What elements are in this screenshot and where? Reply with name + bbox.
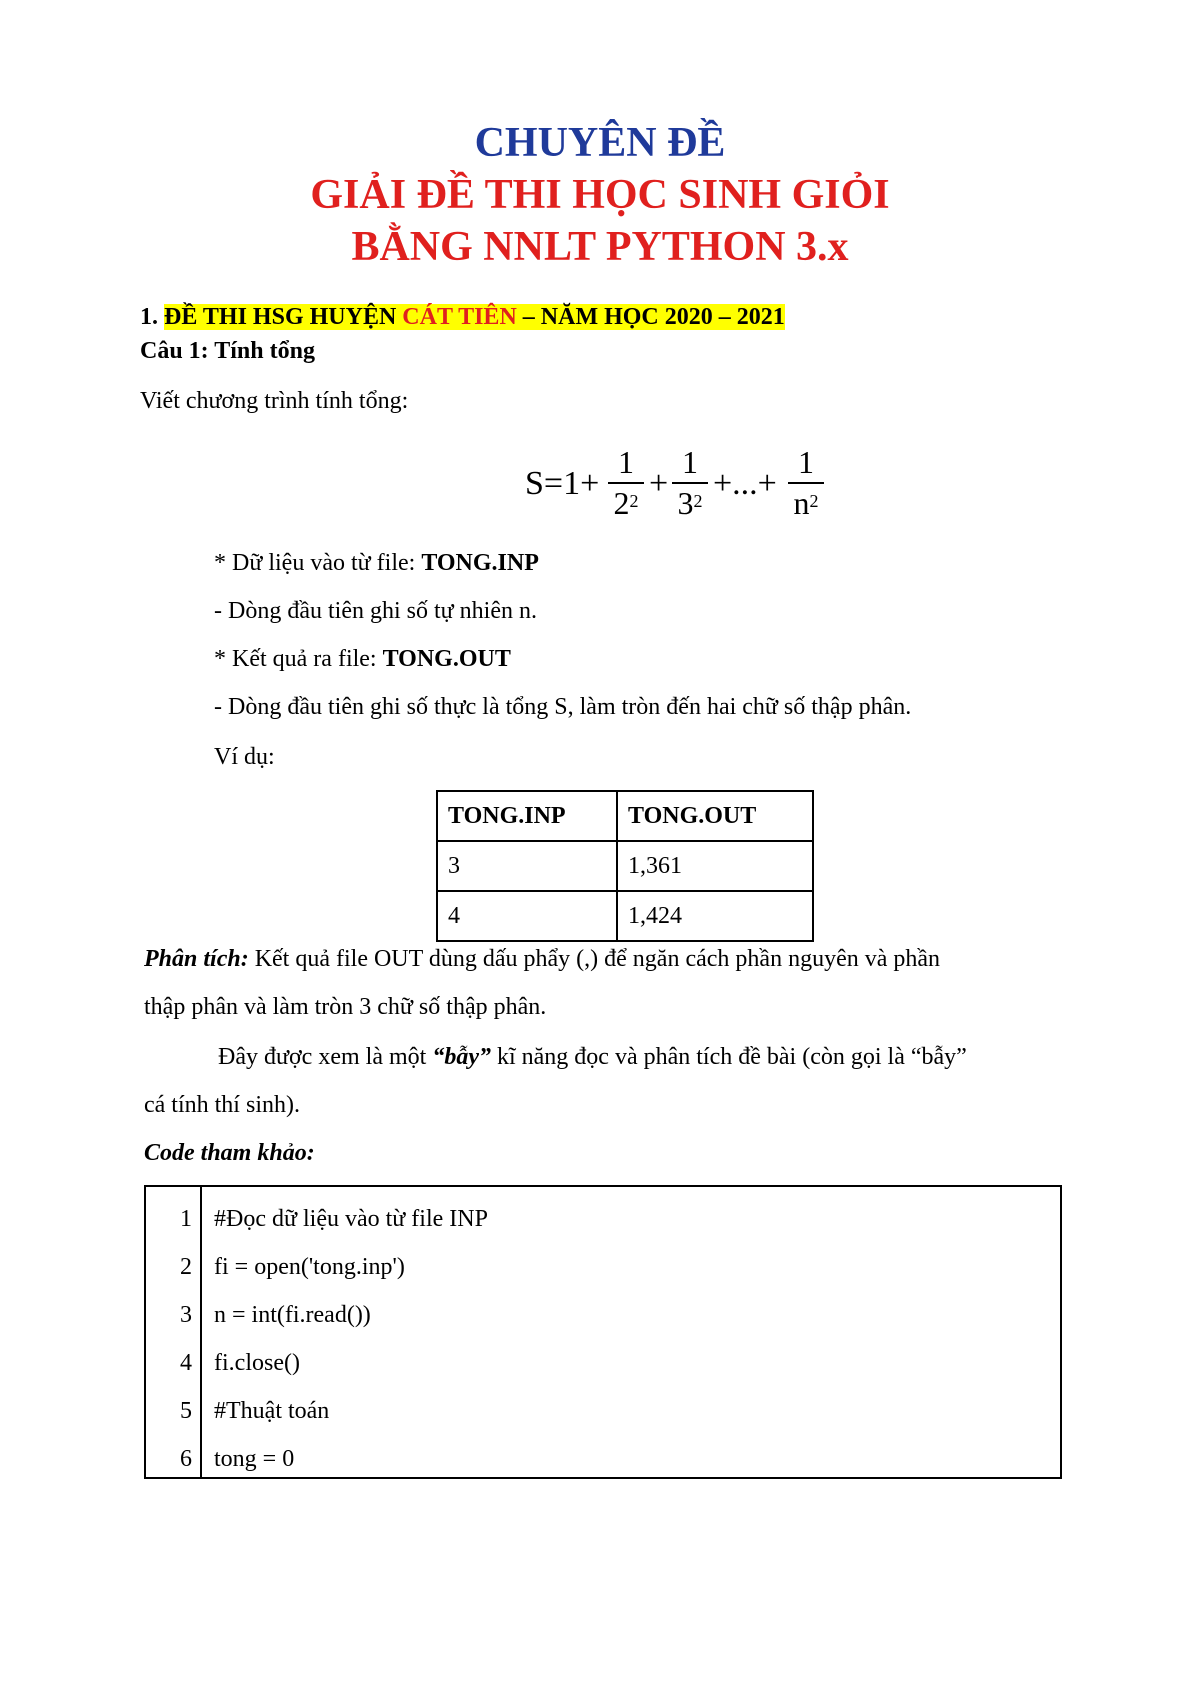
code-line <box>146 1387 1064 1435</box>
formula-fraction-1 <box>607 444 645 522</box>
line-number: 6 <box>180 1446 192 1472</box>
analysis-line-4: cá tính thí sinh). <box>144 1092 300 1118</box>
analysis-line-1 <box>144 944 940 974</box>
fraction-denominator <box>607 484 645 522</box>
fraction-numerator: 1 <box>798 444 814 480</box>
denominator-exponent: 2 <box>629 491 639 511</box>
doc-title-line-1: CHUYÊN ĐỀ <box>474 120 726 166</box>
denominator-base: 3 <box>677 485 694 521</box>
output-label: * Kết quả ra file: <box>214 646 383 672</box>
table-row <box>437 841 813 891</box>
doc-title-line-2: GIẢI ĐỀ THI HỌC SINH GIỎI <box>310 172 890 218</box>
table-cell: 1,361 <box>617 841 813 891</box>
output-filename: TONG.OUT <box>382 646 511 672</box>
line-number: 2 <box>180 1254 192 1280</box>
fraction-numerator: 1 <box>618 444 634 480</box>
line-number: 5 <box>180 1398 192 1424</box>
section-number: 1. <box>140 304 158 330</box>
table-cell: 4 <box>437 891 617 941</box>
analysis-line-2: thập phân và làm tròn 3 chữ số thập phân. <box>144 994 547 1020</box>
code-line <box>146 1195 1064 1243</box>
formula-fraction-2 <box>671 444 709 522</box>
code-line <box>146 1435 1064 1483</box>
question-title: Câu 1: Tính tổng <box>140 338 315 364</box>
denominator-base: 2 <box>613 485 630 521</box>
formula-lhs: S=1+ <box>525 465 600 502</box>
output-description: - Dòng đầu tiên ghi số thực là tổng S, làm tròn đến hai chữ số thập phân. <box>214 694 912 720</box>
section-title-part1: ĐỀ THI HSG HUYỆN <box>164 304 403 330</box>
denominator-exponent: 2 <box>693 491 703 511</box>
section-heading <box>140 302 785 332</box>
output-spec <box>214 644 511 674</box>
doc-title-line-3: BẰNG NNLT PYTHON 3.x <box>351 224 849 270</box>
table-header-row <box>437 791 813 841</box>
code-listing <box>144 1185 1062 1479</box>
example-label: Ví dụ: <box>214 744 275 770</box>
line-number: 1 <box>180 1206 192 1232</box>
table-header-cell: TONG.INP <box>437 791 617 841</box>
analysis-label: Phân tích: <box>144 946 249 972</box>
table-row <box>437 891 813 941</box>
code-line <box>146 1339 1064 1387</box>
code-line <box>146 1243 1064 1291</box>
code-text: #Đọc dữ liệu vào từ file INP <box>214 1206 488 1232</box>
code-text: fi.close() <box>214 1350 300 1376</box>
section-title-part3: – NĂM HỌC 2020 – 2021 <box>516 304 785 330</box>
input-filename: TONG.INP <box>421 550 539 576</box>
table-cell: 3 <box>437 841 617 891</box>
denominator-base: n <box>793 485 810 521</box>
analysis-trap-word: “bẫy” <box>432 1044 491 1070</box>
input-spec <box>214 548 539 578</box>
code-line <box>146 1291 1064 1339</box>
fraction-denominator <box>787 484 825 522</box>
line-number: 4 <box>180 1350 192 1376</box>
analysis-text-3c: kĩ năng đọc và phân tích đề bài (còn gọi là “bẫy” <box>490 1044 967 1070</box>
denominator-exponent: 2 <box>809 491 819 511</box>
section-title-highlight <box>164 304 785 330</box>
fraction-denominator <box>671 484 709 522</box>
table-header-cell: TONG.OUT <box>617 791 813 841</box>
formula-fraction-3 <box>787 444 825 522</box>
formula-plus: + <box>649 465 669 502</box>
code-text: n = int(fi.read()) <box>214 1302 371 1328</box>
input-label: * Dữ liệu vào từ file: <box>214 550 422 576</box>
fraction-numerator: 1 <box>682 444 698 480</box>
input-description: - Dòng đầu tiên ghi số tự nhiên n. <box>214 598 537 624</box>
example-table <box>436 790 814 942</box>
section-title-location: CÁT TIÊN <box>402 304 517 330</box>
analysis-text-3a: Đây được xem là một <box>218 1044 433 1070</box>
analysis-line-3 <box>218 1042 967 1072</box>
code-text: tong = 0 <box>214 1446 295 1472</box>
code-label: Code tham khảo: <box>144 1140 315 1166</box>
formula-dots: +...+ <box>713 465 777 502</box>
table-cell: 1,424 <box>617 891 813 941</box>
analysis-text-1: Kết quả file OUT dùng dấu phẩy (,) để ngăn cách phần nguyên và phần <box>248 946 941 972</box>
question-intro: Viết chương trình tính tổng: <box>140 388 409 414</box>
code-text: fi = open('tong.inp') <box>214 1254 405 1280</box>
code-text: #Thuật toán <box>214 1398 330 1424</box>
line-number: 3 <box>180 1302 192 1328</box>
